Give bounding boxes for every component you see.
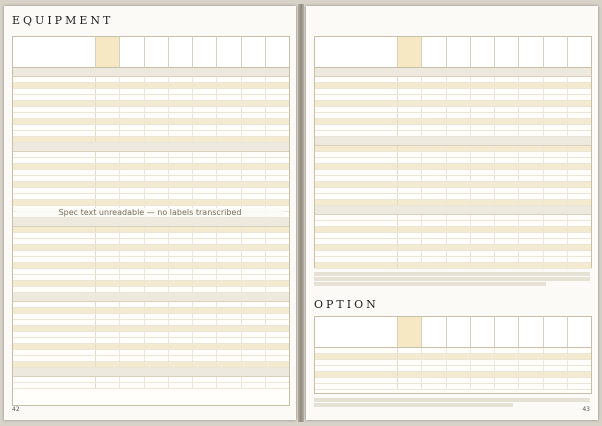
option-heading: OPTION <box>314 298 379 311</box>
unreadable-placeholder: Spec text unreadable — no labels transcribed <box>16 208 284 217</box>
option-notes <box>314 398 590 408</box>
option-table-header <box>315 317 591 348</box>
table-row <box>315 263 591 269</box>
book-spine <box>298 4 304 422</box>
table-row <box>13 383 289 389</box>
table-section-divider <box>315 137 591 146</box>
page-number-right: 43 <box>582 406 590 413</box>
table-section-divider <box>13 68 289 77</box>
equipment-rows-continued <box>315 68 591 269</box>
equipment-table <box>12 36 290 406</box>
equipment-notes <box>314 272 590 287</box>
equipment-heading: EQUIPMENT <box>12 14 114 27</box>
table-row <box>315 384 591 390</box>
table-section-divider <box>13 293 289 302</box>
table-header <box>315 37 591 68</box>
table-section-divider <box>13 368 289 377</box>
page-number-left: 42 <box>12 406 20 413</box>
equipment-rows <box>13 68 289 389</box>
table-section-divider <box>315 68 591 77</box>
left-page <box>4 6 296 420</box>
table-section-divider <box>315 206 591 215</box>
table-section-divider <box>13 143 289 152</box>
option-table <box>314 316 592 394</box>
equipment-table-continued <box>314 36 592 268</box>
table-header <box>13 37 289 68</box>
table-section-divider <box>13 218 289 227</box>
right-page <box>306 6 598 420</box>
option-rows <box>315 348 591 390</box>
